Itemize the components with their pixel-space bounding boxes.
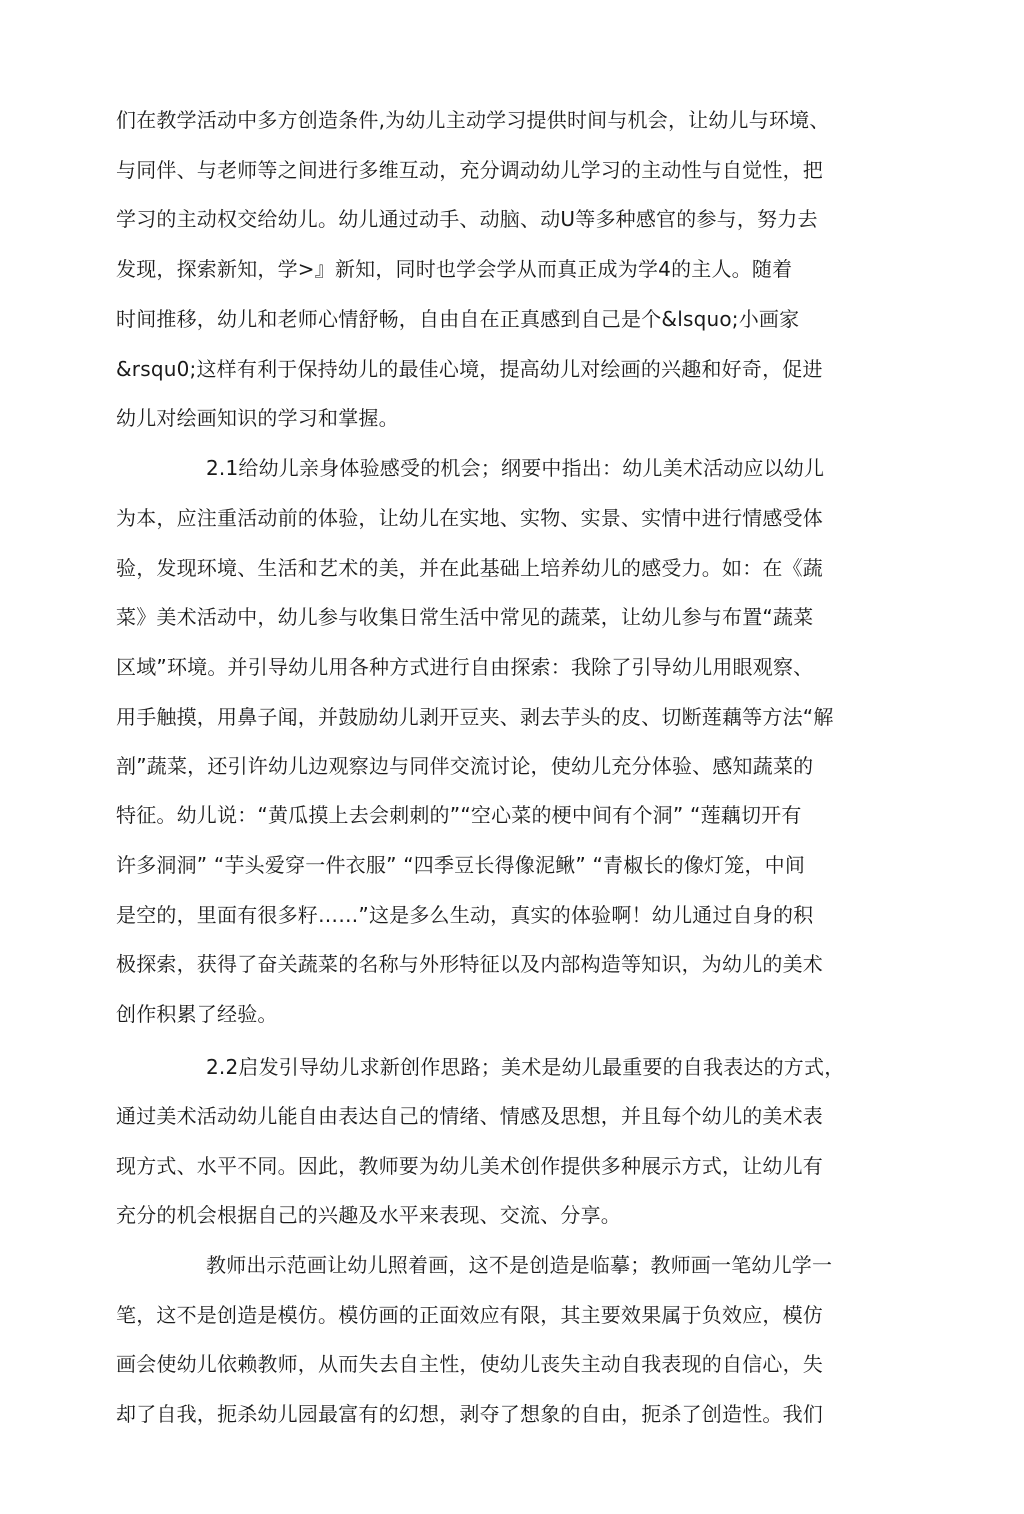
- text-line: 充分的机会根据自己的兴趣及水平来表现、交流、分享。: [116, 1203, 621, 1227]
- text-line: 发现，探索新知，学>』新知，同时也学会学从而真正成为学4的主人。随着: [116, 257, 793, 281]
- text-line: 区域”环境。并引导幼儿用各种方式进行自由探索：我除了引导幼儿用眼观察、: [116, 655, 814, 679]
- text-line: 学习的主动权交给幼儿。幼儿通过动手、动脑、动U等多种感官的参与，努力去: [116, 207, 818, 231]
- text-line: 许多洞洞” “芋头爱穿一件衣服” “四季豆长得像泥鳅” “青椒长的像灯笼，中间: [116, 853, 806, 877]
- text-line: 菜》美术活动中，幼儿参与收集日常生活中常见的蔬菜，让幼儿参与布置“蔬菜: [116, 605, 814, 629]
- text-line: 现方式、水平不同。因此，教师要为幼儿美术创作提供多种展示方式，让幼儿有: [116, 1154, 823, 1178]
- paragraph-heading-2-1: 2.1给幼儿亲身体验感受的机会；纲要中指出：幼儿美术活动应以幼儿: [206, 456, 825, 480]
- text-line: 与同伴、与老师等之间进行多维互动，充分调动幼儿学习的主动性与自觉性，把: [116, 158, 823, 182]
- text-line: &rsqu0;这样有利于保持幼儿的最佳心境，提高幼儿对绘画的兴趣和好奇，促进: [116, 357, 823, 381]
- text-line: 时间推移，幼儿和老师心情舒畅，自由自在正真感到自己是个&lsquo;小画家: [116, 307, 800, 331]
- text-line: 幼儿对绘画知识的学习和掌握。: [116, 406, 399, 430]
- text-line: 剖”蔬菜，还引许幼儿边观察边与同伴交流讨论，使幼儿充分体验、感知蔬菜的: [116, 754, 814, 778]
- text-line: 通过美术活动幼儿能自由表达自己的情绪、情感及思想，并且每个幼儿的美术表: [116, 1104, 823, 1128]
- text-line: 特征。幼儿说：“黄瓜摸上去会刺刺的”“空心菜的梗中间有个洞” “莲藕切开有: [116, 803, 802, 827]
- text-line: 为本，应注重活动前的体验，让幼儿在实地、实物、实景、实情中进行情感受体: [116, 506, 823, 530]
- text-line: 是空的，里面有很多籽……”这是多么生动，真实的体验啊！幼儿通过自身的积: [116, 903, 814, 927]
- paragraph-heading-2-2: 2.2启发引导幼儿求新创作思路；美术是幼儿最重要的自我表达的方式，: [206, 1055, 845, 1079]
- paragraph-start: 教师出示范画让幼儿照着画，这不是创造是临摹；教师画一笔幼儿学一: [206, 1253, 833, 1277]
- text-line: 验，发现环境、生活和艺术的美，并在此基础上培养幼儿的感受力。如：在《蔬: [116, 556, 823, 580]
- text-line: 们在教学活动中多方创造条件,为幼儿主动学习提供时间与机会，让幼儿与环境、: [116, 108, 830, 132]
- text-line: 画会使幼儿依赖教师，从而失去自主性，使幼儿丧失主动自我表现的自信心，失: [116, 1352, 823, 1376]
- text-line: 创作积累了经验。: [116, 1002, 278, 1026]
- text-line: 却了自我，扼杀幼儿园最富有的幻想，剥夺了想象的自由，扼杀了创造性。我们: [116, 1402, 823, 1426]
- text-line: 笔，这不是创造是模仿。模仿画的正面效应有限，其主要效果属于负效应，模仿: [116, 1303, 823, 1327]
- text-line: 用手触摸，用鼻子闻，并鼓励幼儿剥开豆夹、剥去芋头的皮、切断莲藕等方法“解: [116, 705, 834, 729]
- text-line: 极探索，获得了奋关蔬菜的名称与外形特征以及内部构造等知识，为幼儿的美术: [116, 952, 823, 976]
